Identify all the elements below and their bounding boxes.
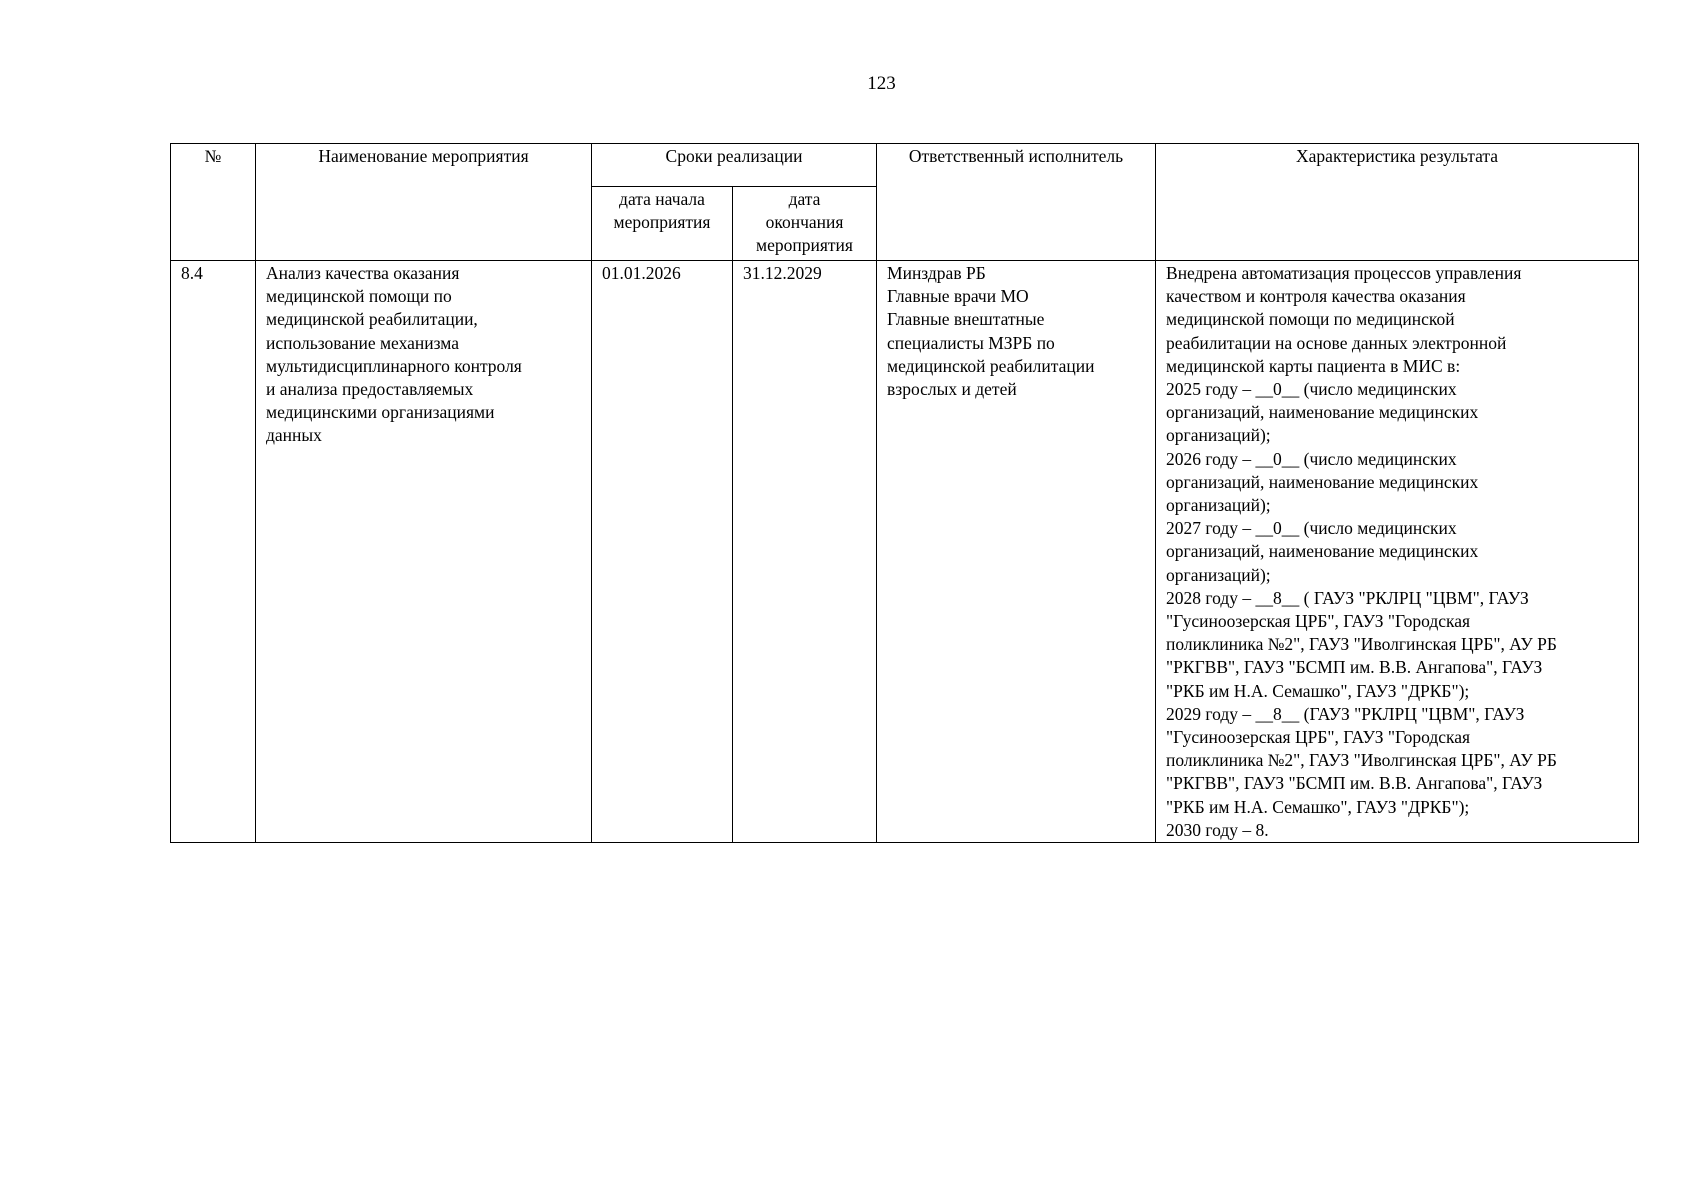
cell-result-description: Внедрена автоматизация процессов управления качеством и контроля качества оказания медицинской помощи по медицинской реабилитации на основе данных электронной медицинской карты пациента в МИС в: 2025 году – __0__ (число медицинских организаций, наименование медицинских организаций); 2026 году – __0__ (число медицинских организаций, наименование медицинских организаций); 2027 году – __0__ (число медицинских организаций, наименование медицинских организаций); 2028 году – __8__ ( ГАУЗ "РКЛРЦ "ЦВМ", ГАУЗ "Гусиноозерская ЦРБ", ГАУЗ "Городская поликлиника №2", ГАУЗ "Иволгинская ЦРБ", АУ РБ "РКГВВ", ГАУЗ "БСМП им. В.В. Ангапова", ГАУЗ "РКБ им Н.А. Семашко", ГАУЗ "ДРКБ"); 2029 году – __8__ (ГАУЗ "РКЛРЦ "ЦВМ", ГАУЗ "Гусиноозерская ЦРБ", ГАУЗ "Городская поликлиника №2", ГАУЗ "Иволгинская ЦРБ", АУ РБ "РКГВВ", ГАУЗ "БСМП им. В.В. Ангапова", ГАУЗ "РКБ им Н.А. Семашко", ГАУЗ "ДРКБ"); 2030 году – 8. — [1156, 261, 1639, 843]
cell-number: 8.4 — [171, 261, 256, 843]
header-start-date: дата начала мероприятия — [592, 187, 733, 261]
cell-start-date: 01.01.2026 — [592, 261, 733, 843]
header-activity-name: Наименование мероприятия — [256, 144, 592, 261]
header-result-description: Характеристика результата — [1156, 144, 1639, 261]
page-number: 123 — [867, 73, 896, 94]
cell-activity-name: Анализ качества оказания медицинской помощи по медицинской реабилитации, использование механизма мультидисциплинарного контроля и анализа предоставляемых медицинскими организациями данных — [256, 261, 592, 843]
header-responsible-executor: Ответственный исполнитель — [877, 144, 1156, 261]
header-implementation-period: Сроки реализации — [592, 144, 877, 187]
table-header — [171, 144, 1639, 261]
header-end-date: дата окончания мероприятия — [733, 187, 877, 261]
table-row — [171, 261, 1639, 843]
cell-end-date: 31.12.2029 — [733, 261, 877, 843]
activities-table — [170, 143, 1639, 843]
cell-responsible-executor: Минздрав РБ Главные врачи МО Главные внештатные специалисты МЗРБ по медицинской реабилитации взрослых и детей — [877, 261, 1156, 843]
header-number: № — [171, 144, 256, 261]
